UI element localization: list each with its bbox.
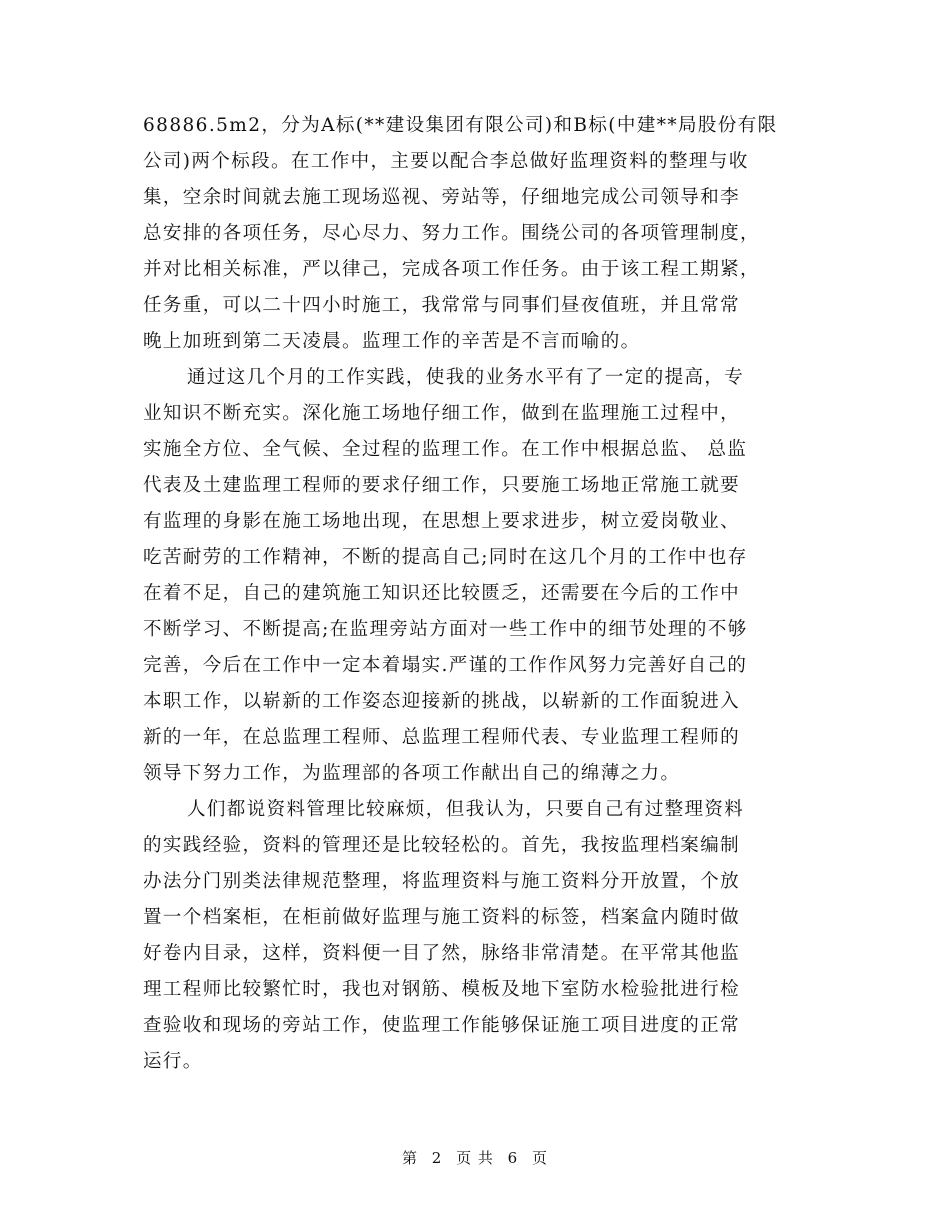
text-line: 有监理的身影在施工场地出现，在思想上要求进步，树立爱岗敬业、 <box>143 511 741 532</box>
footer-prefix: 第 <box>401 1149 418 1167</box>
text-line: 实施全方位、全气候、全过程的监理工作。在工作中根据总监、 总监 <box>143 439 748 460</box>
text-line: 本职工作，以崭新的工作姿态迎接新的挑战，以崭新的工作面貌进入 <box>143 691 741 712</box>
text-line: 晚上加班到第二天凌晨。监理工作的辛苦是不言而喻的。 <box>143 331 641 352</box>
text-line: 公司)两个标段。在工作中，主要以配合李总做好监理资料的整理与收 <box>143 151 749 172</box>
text-line: 不断学习、不断提高;在监理旁站方面对一些工作中的细节处理的不够 <box>143 619 748 640</box>
text-line: 吃苦耐劳的工作精神，不断的提高自己;同时在这几个月的工作中也存 <box>143 547 748 568</box>
text-line: 在着不足，自己的建筑施工知识还比较匮乏，还需要在今后的工作中 <box>143 583 741 604</box>
footer-middle: 页 共 <box>456 1149 494 1167</box>
paragraph <box>143 360 808 792</box>
text-line: 通过这几个月的工作实践，使我的业务水平有了一定的提高，专 <box>187 367 745 388</box>
text-line: 业知识不断充实。深化施工场地仔细工作，做到在监理施工过程中， <box>143 403 741 424</box>
text-line: 办法分门别类法律规范整理，将监理资料与施工资料分开放置，个放 <box>143 871 741 892</box>
text-line: 的实践经验，资料的管理还是比较轻松的。首先，我按监理档案编制 <box>143 835 741 856</box>
text-line: 代表及土建监理工程师的要求仔细工作，只要施工场地正常施工就要 <box>143 475 741 496</box>
footer-suffix: 页 <box>532 1149 549 1167</box>
total-page-count: 6 <box>507 1149 519 1167</box>
text-line: 并对比相关标准，严以律己，完成各项工作任务。由于该工程工期紧， <box>143 259 760 280</box>
document-body <box>143 108 808 1080</box>
text-line: 完善，今后在工作中一定本着塌实.严谨的工作作风努力完善好自己的 <box>143 655 748 676</box>
text-line: 领导下努力工作，为监理部的各项工作献出自己的绵薄之力。 <box>143 763 681 784</box>
page-footer <box>0 1148 950 1168</box>
text-line: 新的一年，在总监理工程师、总监理工程师代表、专业监理工程师的 <box>143 727 741 748</box>
text-line: 好卷内目录，这样，资料便一目了然，脉络非常清楚。在平常其他监 <box>143 943 741 964</box>
text-line: 人们都说资料管理比较麻烦，但我认为，只要自己有过整理资料 <box>187 799 745 820</box>
current-page-number: 2 <box>431 1149 443 1167</box>
text-line: 置一个档案柜，在柜前做好监理与施工资料的标签，档案盒内随时做 <box>143 907 741 928</box>
text-line: 集，空余时间就去施工现场巡视、旁站等，仔细地完成公司领导和李 <box>143 187 741 208</box>
text-line: 运行。 <box>143 1051 203 1072</box>
paragraph <box>143 792 808 1080</box>
text-line: 任务重，可以二十四小时施工，我常常与同事们昼夜值班，并且常常 <box>143 295 741 316</box>
text-line: 68886.5m2，分为A标(**建设集团有限公司)和B标(中建**局股份有限 <box>143 115 778 136</box>
paragraph <box>143 108 808 360</box>
text-line: 理工程师比较繁忙时，我也对钢筋、模板及地下室防水检验批进行检 <box>143 979 741 1000</box>
text-line: 总安排的各项任务，尽心尽力、努力工作。围绕公司的各项管理制度， <box>143 223 760 244</box>
text-line: 查验收和现场的旁站工作，使监理工作能够保证施工项目进度的正常 <box>143 1015 741 1036</box>
